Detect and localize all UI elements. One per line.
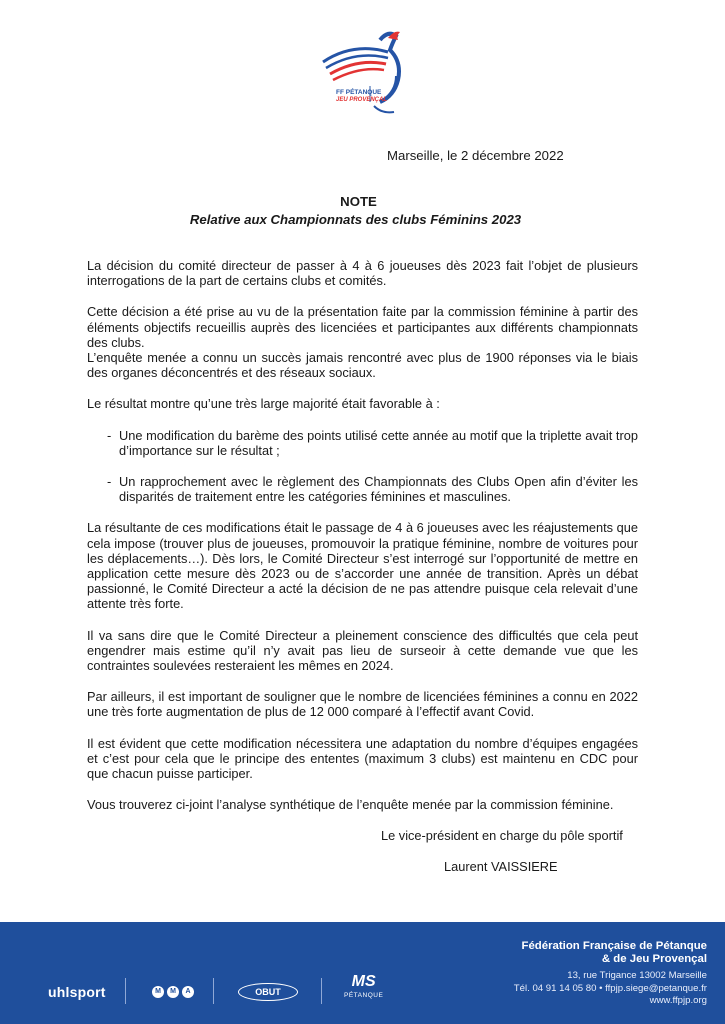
paragraph: Par ailleurs, il est important de souligner que le nombre de licenciées féminines a connu en 2022 une très forte augmentation de plus de 12 000 comparé à l’effectif avant Covid. [87, 689, 638, 720]
list-item [87, 428, 638, 458]
document-body [87, 258, 638, 828]
signature-role: Le vice-président en charge du pôle sportif [381, 828, 623, 843]
document-subtitle: Relative aux Championnats des clubs Féminins 2023 [189, 212, 522, 227]
federation-phone-email: Tél. 04 91 14 05 80 • ffpjp.siege@petanque.fr [513, 982, 707, 994]
logo-text-2: JEU PROVENÇAL [336, 97, 388, 103]
federation-address: 13, rue Trigance 13002 Marseille [567, 970, 707, 981]
mma-letter: M [167, 986, 179, 998]
document-title: NOTE [340, 194, 377, 209]
paragraph: Vous trouverez ci-joint l’analyse synthétique de l’enquête menée par la commission féminine. [87, 797, 614, 813]
federation-name [522, 940, 707, 966]
mma-letter: M [152, 986, 164, 998]
sponsor-obut-logo: OBUT [238, 983, 298, 1001]
bullet-list [87, 428, 638, 505]
ffpjp-logo [318, 22, 418, 122]
sponsor-divider [213, 978, 214, 1004]
sponsor-divider [125, 978, 126, 1004]
document-title-block [0, 194, 725, 227]
federation-name-line1: Fédération Française de Pétanque [521, 940, 707, 952]
mma-letter: A [182, 986, 194, 998]
paragraph: Cette décision a été prise au vu de la présentation faite par la commission féminine à partir des éléments objectifs recueillis auprès des licenciées et participantes aux différents championnats des clubs. [87, 304, 638, 350]
dash-bullet: - [107, 427, 112, 443]
paragraph: La résultante de ces modifications était le passage de 4 à 6 joueuses avec les réajustements que cela impose (trouver plus de joueuses, promouvoir la pratique féminine, nombre de voitures pour les déplacements…). Dès lors, le Comité Directeur s’est interrogé sur l’opportunité de mettre en application cette mesure dès 2023 ou de s’accorder une année de transition. Après un débat passionné, le Comité Directeur a acté la décision de ne pas attendre puisque cela relevait d’une attente très forte. [87, 520, 638, 612]
federation-contact [514, 970, 707, 1008]
logo-text-1: FF PÉTANQUE [336, 89, 382, 96]
document-date: Marseille, le 2 décembre 2022 [387, 148, 564, 163]
dash-bullet: - [107, 474, 112, 490]
list-item-text: Une modification du barème des points utilisé cette année au motif que la triplette avait trop d’importance sur le résultat ; [119, 427, 638, 458]
sponsor-ms-logo [344, 974, 383, 999]
paragraph: La décision du comité directeur de passer à 4 à 6 joueuses dès 2023 fait l’objet de plusieurs interrogations de la part de certains clubs et comités. [87, 258, 638, 289]
sponsor-divider [321, 978, 322, 1004]
sponsor-mma-logo [152, 986, 194, 998]
signature-name: Laurent VAISSIERE [444, 859, 558, 874]
ms-subtext: PÉTANQUE [344, 992, 384, 999]
paragraph: Il va sans dire que le Comité Directeur a pleinement conscience des difficultés que cela peut engendrer mais estime qu’il n’y avait pas lieu de surseoir à cette demande vue que les contraintes soulevées resteraient les mêmes en 2024. [87, 627, 638, 674]
paragraph: Il est évident que cette modification nécessitera une adaptation du nombre d’équipes engagées et c’est pour cela que le principe des ententes (maximum 3 clubs) est maintenu en CDC pour que chacun puisse participer. [87, 735, 638, 782]
list-item [87, 474, 638, 504]
paragraph: Le résultat montre qu’une très large majorité était favorable à : [87, 396, 440, 412]
paragraph: L’enquête menée a connu un succès jamais rencontré avec plus de 1900 réponses via le biais des organes déconcentrés et des réseaux sociaux. [87, 350, 638, 381]
federation-name-line2: & de Jeu Provençal [601, 953, 707, 965]
ms-mark: MS [351, 973, 376, 990]
sponsor-uhlsport-logo: uhlsport [48, 984, 106, 1000]
list-item-text: Un rapprochement avec le règlement des Championnats des Clubs Open afin d’éviter les disparités de traitement entre les catégories féminines et masculines. [119, 474, 638, 505]
federation-website: www.ffpjp.org [649, 995, 707, 1006]
